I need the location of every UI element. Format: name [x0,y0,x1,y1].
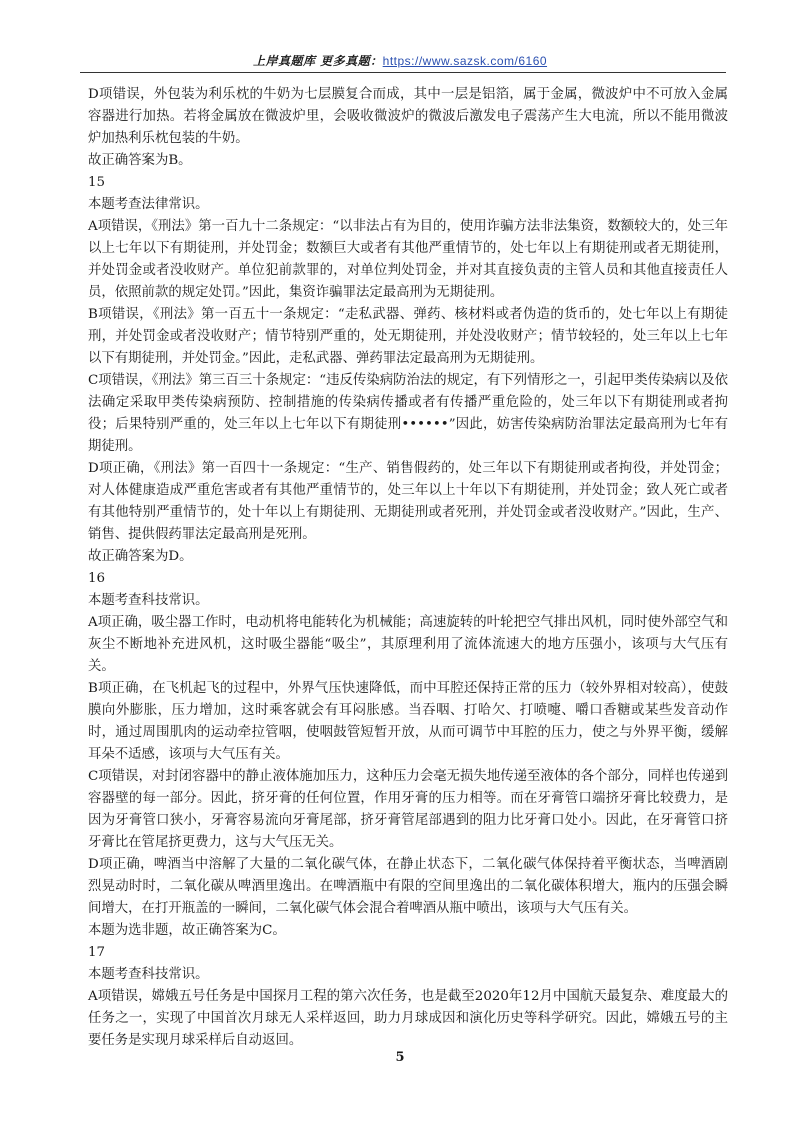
header-url-link[interactable]: https://www.sazsk.com/6160 [382,54,548,68]
paragraph-d-microwave: D项错误，外包装为利乐枕的牛奶为七层膜复合而成，其中一层是铝箔，属于金属，微波炉中不可放入金属容器进行加热。若将金属放在微波炉里，会吸收微波炉的微波后激发电子震荡产生大电流，所以不能用微波炉加热利乐枕包装的牛奶。 [88,87,728,146]
header-divider [80,72,726,73]
paragraph-16-a: A项正确，吸尘器工作时，电动机将电能转化为机械能；高速旋转的叶轮把空气排出风机，同时使外部空气和灰尘不断地补充进风机，这时吸尘器能“吸尘”，其原理利用了流体流速大的地方压强小，该项与大气压有关。 [88,615,728,674]
page-number: 5 [395,1050,405,1065]
page-header [0,52,800,69]
paragraph-15-b: B项错误，《刑法》第一百五十一条规定：“走私武器、弹药、核材料或者伪造的货币的，处七年以上有期徒刑，并处罚金或者没收财产；情节特别严重的，处无期徒刑，并处没收财产；情节较轻的，处三年以上七年以下有期徒刑，并处罚金。”因此，走私武器、弹药罪法定最高刑为无期徒刑。 [88,307,728,366]
paragraph-15-c: C项错误，《刑法》第三百三十条规定：“违反传染病防治法的规定，有下列情形之一，引起甲类传染病以及依法确定采取甲类传染病预防、控制措施的传染病传播或者有传播严重危险的，处三年以下有期徒刑或者拘役；后果特别严重的，处三年以上七年以下有期徒刑••••••”因此，妨害传染病防治罪法定最高刑为七年有期徒刑。 [88,373,728,454]
answer-14: 故正确答案为B。 [88,153,192,168]
paragraph-15-a: A项错误，《刑法》第一百九十二条规定：“以非法占有为目的，使用诈骗方法非法集资，数额较大的，处三年以上七年以下有期徒刑，并处罚金；数额巨大或者有其他严重情节的，处七年以上有期徒刑或者无期徒刑，并处罚金或者没收财产。单位犯前款罪的，对单位判处罚金，并对其直接负责的主管人员和其他直接责任人员，依照前款的规定处罚。”因此，集资诈骗罪法定最高刑为无期徒刑。 [88,219,728,300]
topic-16: 本题考查科技常识。 [88,593,209,608]
paragraph-16-c: C项错误，对封闭容器中的静止液体施加压力，这种压力会毫无损失地传递至液体的各个部分，同样也传递到容器壁的每一部分。因此，挤牙膏的任何位置，作用牙膏的压力相等。而在牙膏管口端挤牙膏比较费力，是因为牙膏管口狭小，牙膏容易流向牙膏尾部，挤牙膏管尾部遇到的阻力比牙膏口处小。因此，在牙膏管口挤牙膏比在管尾挤更费力，这与大气压无关。 [88,769,728,850]
paragraph-15-d: D项正确，《刑法》第一百四十一条规定：“生产、销售假药的，处三年以下有期徒刑或者拘役，并处罚金；对人体健康造成严重危害或者有其他严重情节的，处三年以上十年以下有期徒刑，并处罚金；致人死亡或者有其他特别严重情节的，处十年以上有期徒刑、无期徒刑或者死刑，并处罚金或者没收财产。”因此，生产、销售、提供假药罪法定最高刑是死刑。 [88,461,728,542]
topic-15: 本题考查法律常识。 [88,197,209,212]
question-number-17: 17 [88,945,106,960]
answer-15: 故正确答案为D。 [88,549,193,564]
header-prefix: 上岸真题库 更多真题： [252,54,383,68]
answer-16: 本题为选非题，故正确答案为C。 [88,923,286,938]
paragraph-16-d: D项正确，啤酒当中溶解了大量的二氧化碳气体，在静止状态下，二氧化碳气体保持着平衡状态，当啤酒剧烈晃动时时，二氧化碳从啤酒里逸出。在啤酒瓶中有限的空间里逸出的二氧化碳体积增大，瓶内的压强会瞬间增大，在打开瓶盖的一瞬间，二氧化碳气体会混合着啤酒从瓶中喷出，该项与大气压有关。 [88,857,728,916]
paragraph-17-a: A项错误，嫦娥五号任务是中国探月工程的第六次任务，也是截至2020年12月中国航天最复杂、难度最大的任务之一，实现了中国首次月球无人采样返回，助力月球成因和演化历史等科学研究。因此，嫦娥五号的主要任务是实现月球采样后自动返回。 [88,989,728,1048]
question-number-16: 16 [88,571,106,586]
paragraph-16-b: B项正确，在飞机起飞的过程中，外界气压快速降低，而中耳腔还保持正常的压力（较外界相对较高），使鼓膜向外膨胀，压力增加，这时乘客就会有耳闷胀感。当吞咽、打哈欠、打喷嚏、嚼口香糖或某些发音动作时，通过周围肌肉的运动牵拉管咽，使咽鼓管短暂开放，从而可调节中耳腔的压力，使之与外界平衡，缓解耳朵不适感，该项与大气压有关。 [88,681,728,762]
question-number-15: 15 [88,175,106,190]
document-body [88,84,728,1052]
topic-17: 本题考查科技常识。 [88,967,209,982]
